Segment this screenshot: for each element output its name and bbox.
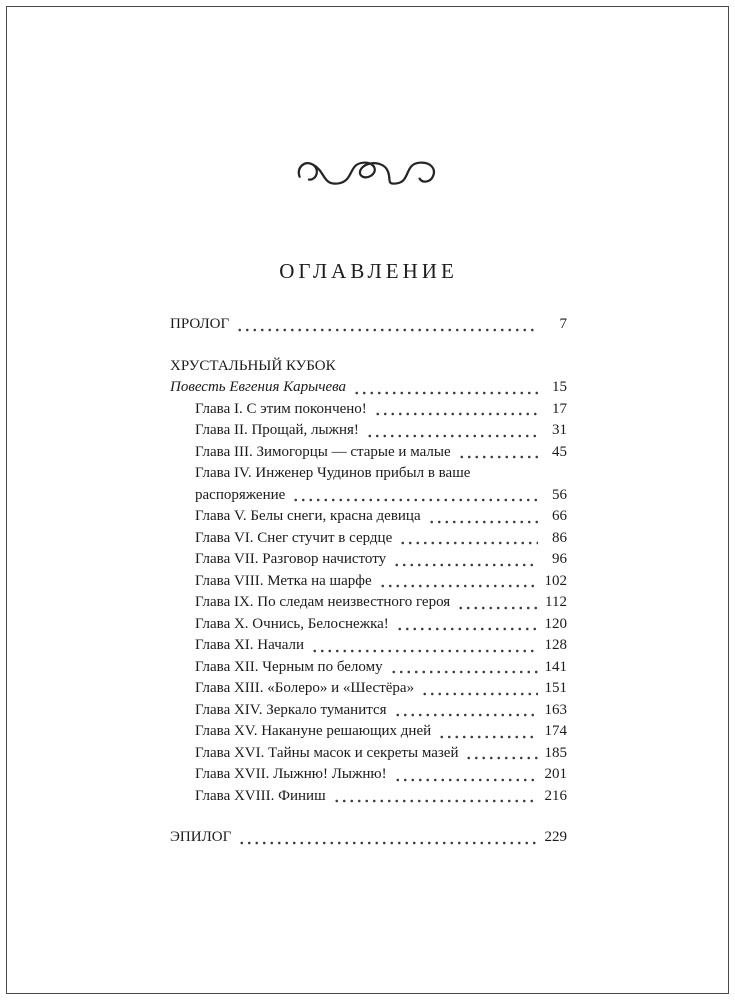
- toc-entry: [170, 377, 567, 399]
- toc-page-number: 174: [544, 723, 567, 739]
- toc-page-number: 112: [545, 594, 567, 610]
- toc-page-number: 96: [552, 551, 567, 567]
- toc-entry-label: ПРОЛОГ: [170, 316, 230, 332]
- toc-page-number: 31: [552, 422, 567, 438]
- toc-page-number: 45: [552, 443, 567, 460]
- toc-entry: [170, 721, 567, 743]
- toc-leader-dots: [333, 799, 538, 803]
- toc-leader-dots: [458, 455, 538, 459]
- toc-leader-dots: [396, 627, 538, 631]
- toc-page-number: 102: [544, 572, 567, 589]
- toc-entry: [170, 442, 567, 464]
- toc-entry-label: Глава XIII. «Болеро» и «Шестёра»: [195, 680, 415, 696]
- toc-page-number: 141: [544, 658, 567, 675]
- toc-leader-dots: [390, 670, 538, 674]
- ornament-container: [170, 148, 567, 203]
- toc-entry: [170, 571, 567, 593]
- toc-entry: [170, 657, 567, 679]
- toc-page-number: 17: [552, 400, 567, 417]
- toc-entry-label: Глава X. Очнись, Белоснежка!: [195, 615, 389, 632]
- toc-page-number: 185: [544, 744, 567, 761]
- toc-entry: [170, 700, 567, 722]
- toc-entry: [170, 614, 567, 636]
- toc-entry-label: Глава II. Прощай, лыжня!: [195, 422, 359, 438]
- toc-leader-dots: [379, 584, 538, 588]
- toc-entry-label: Глава VIII. Метка на шарфе: [195, 572, 372, 589]
- toc-entry-label: Глава XVIII. Финиш: [195, 787, 326, 804]
- toc-entry-label: Глава XVII. Лыжню! Лыжню!: [195, 766, 387, 782]
- toc-leader-dots: [399, 541, 538, 545]
- toc-leader-dots: [236, 328, 538, 332]
- toc-entry: [170, 786, 567, 808]
- flourish-ornament-icon: [294, 148, 444, 198]
- toc-entry: [170, 356, 567, 378]
- toc-entry: [170, 764, 567, 786]
- toc-leader-dots: [311, 649, 538, 653]
- toc-page-number: 66: [552, 508, 567, 524]
- toc-entry: [170, 635, 567, 657]
- toc-entry-label: распоряжение: [195, 486, 286, 503]
- toc-entry: [170, 485, 567, 507]
- toc-entry-label: Глава XII. Черным по белому: [195, 658, 383, 675]
- toc-entry-label: Глава V. Белы снеги, красна девица: [195, 508, 421, 524]
- toc-page-number: 15: [552, 379, 567, 395]
- toc-entry: [170, 592, 567, 614]
- toc-entry-label: Глава IX. По следам неизвестного героя: [195, 594, 451, 610]
- toc-leader-dots: [465, 756, 538, 760]
- toc-entry-label: ХРУСТАЛЬНЫЙ КУБОК: [170, 357, 336, 374]
- toc-entry: [170, 399, 567, 421]
- toc-leader-dots: [394, 778, 538, 782]
- toc-leader-dots: [393, 563, 538, 567]
- toc-page-number: 151: [544, 680, 567, 696]
- toc-entry-label: Глава III. Зимогорцы — старые и малые: [195, 443, 451, 460]
- toc-page-number: 7: [559, 316, 567, 332]
- toc-page-number: 216: [544, 787, 567, 804]
- toc-entry-label: Глава XVI. Тайны масок и секреты мазей: [195, 744, 459, 761]
- toc-leader-dots: [292, 498, 538, 502]
- toc-page-number: 201: [544, 766, 567, 782]
- toc-page-number: 128: [544, 637, 567, 653]
- toc-entry-label: Глава VII. Разговор начистоту: [195, 551, 387, 567]
- toc-leader-dots: [438, 735, 538, 739]
- toc-leader-dots: [353, 391, 538, 395]
- page-title: ОГЛАВЛЕНИЕ: [279, 259, 458, 283]
- toc-page-number: 120: [544, 615, 567, 632]
- toc-entry: [170, 549, 567, 571]
- toc-page-number: 163: [544, 701, 567, 718]
- toc-entry: [170, 528, 567, 550]
- toc-entry-label: Глава I. С этим покончено!: [195, 400, 367, 417]
- toc-entry: [170, 743, 567, 765]
- toc-list: [170, 314, 567, 849]
- toc-entry-label: Повесть Евгения Карычева: [170, 379, 347, 395]
- toc-leader-dots: [394, 713, 538, 717]
- toc-entry: [170, 506, 567, 528]
- toc-leader-dots: [457, 606, 538, 610]
- toc-entry: [170, 463, 567, 485]
- toc-page-number: 56: [552, 486, 567, 503]
- toc-entry: [170, 678, 567, 700]
- toc-leader-dots: [238, 841, 538, 845]
- toc-entry-label: Глава IV. Инженер Чудинов прибыл в ваше: [195, 465, 471, 481]
- toc-leader-dots: [374, 412, 538, 416]
- toc-leader-dots: [428, 520, 538, 524]
- toc-leader-dots: [421, 692, 538, 696]
- toc-entry-label: Глава XI. Начали: [195, 637, 305, 653]
- toc-leader-dots: [366, 434, 538, 438]
- toc-entry: [170, 827, 567, 849]
- toc-entry: [170, 420, 567, 442]
- toc-page-number: 86: [552, 529, 567, 546]
- toc-entry-label: Глава VI. Снег стучит в сердце: [195, 529, 393, 546]
- toc-entry-label: Глава XV. Накануне решающих дней: [195, 723, 432, 739]
- page-content: [170, 0, 567, 849]
- toc-page-number: 229: [544, 829, 567, 845]
- toc-entry: [170, 314, 567, 336]
- toc-entry-label: Глава XIV. Зеркало туманится: [195, 701, 387, 718]
- toc-entry-label: ЭПИЛОГ: [170, 829, 232, 845]
